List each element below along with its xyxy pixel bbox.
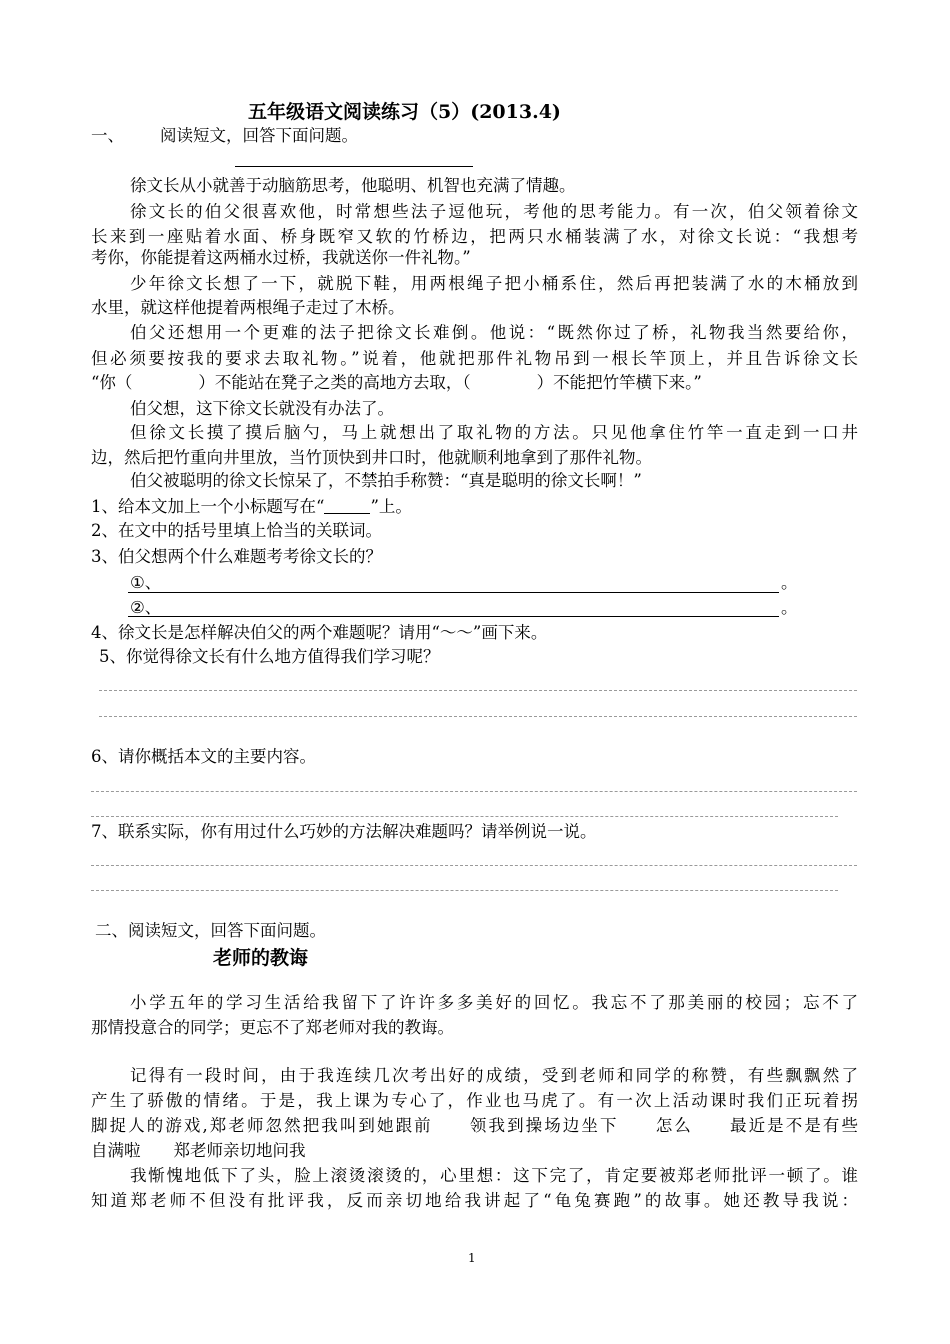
question-7: 7、联系实际，你有用过什么巧妙的方法解决难题吗？请举例说一说。 xyxy=(91,822,597,841)
passage1-paragraph: 但徐文长摸了摸后脑勺，马上就想出了取礼物的方法。只见他拿住竹竿一直走到一口井 xyxy=(130,423,858,442)
passage1-paragraph: 徐文长从小就善于动脑筋思考，他聪明、机智也充满了情趣。 xyxy=(130,176,576,195)
passage2-line: 脚捉人的游戏,郑老师忽然把我叫到她跟前 领我到操场边坐下 怎么 最近是不是有些 xyxy=(91,1116,858,1135)
answer-5-line[interactable] xyxy=(99,690,857,691)
passage2-paragraph: 记得有一段时间，由于我连续几次考出好的成绩，受到老师和同学的称赞，有些飘飘然了 xyxy=(130,1066,858,1085)
answer-3-1-line[interactable] xyxy=(128,592,779,593)
question-6: 6、请你概括本文的主要内容。 xyxy=(91,747,316,766)
title-blank[interactable] xyxy=(324,499,370,514)
answer-6-line[interactable] xyxy=(91,816,838,817)
passage2-line: 产生了骄傲的情绪。于是，我上课为专心了，作业也马虎了。有一次上活动课时我们正玩着拐 xyxy=(91,1091,858,1110)
passage2-paragraph: 小学五年的学习生活给我留下了许许多多美好的回忆。我忘不了那美丽的校园；忘不了 xyxy=(130,993,858,1012)
subtitle-blank-line xyxy=(235,166,473,167)
section2-heading: 二、阅读短文，回答下面问题。 xyxy=(95,921,326,940)
passage1-paragraph: 伯父想，这下徐文长就没有办法了。 xyxy=(130,399,394,418)
passage2-line: 那情投意合的同学；更忘不了郑老师对我的教诲。 xyxy=(91,1018,454,1037)
passage1-line: 长来到一座贴着水面、桥身既窄又软的竹桥边，把两只水桶装满了水，对徐文长说：“我想考 xyxy=(91,227,858,246)
passage2-paragraph: 我惭愧地低下了头，脸上滚烫滚烫的，心里想：这下完了，肯定要被郑老师批评一顿了。谁 xyxy=(130,1166,858,1185)
page-title: 五年级语文阅读练习（5）(2013.4) xyxy=(248,101,561,123)
answer-3-1-label: ①、 xyxy=(130,573,162,592)
passage2-line: 知道郑老师不但没有批评我，反而亲切地给我讲起了“龟兔赛跑”的故事。她还教导我说： xyxy=(91,1191,858,1210)
question-1: 1、给本文加上一个小标题写在“ ”上。 xyxy=(91,497,412,516)
passage2-title: 老师的教诲 xyxy=(213,947,309,969)
passage2-line: 自满啦 郑老师亲切地问我 xyxy=(91,1141,306,1160)
question-2: 2、在文中的括号里填上恰当的关联词。 xyxy=(91,521,382,540)
answer-3-1-period: 。 xyxy=(781,573,798,592)
answer-3-2-period: 。 xyxy=(781,598,798,617)
answer-3-2-line[interactable] xyxy=(128,616,779,617)
section1-heading: 阅读短文，回答下面问题。 xyxy=(160,126,358,145)
section1-number: 一、 xyxy=(91,126,124,145)
question-5: 5、你觉得徐文长有什么地方值得我们学习呢？ xyxy=(99,647,440,666)
passage1-paragraph: 徐文长的伯父很喜欢他，时常想些法子逗他玩，考他的思考能力。有一次，伯父领着徐文 xyxy=(130,202,858,221)
passage1-line: 水里，就这样他提着两根绳子走过了木桥。 xyxy=(91,298,405,317)
passage1-paragraph: 少年徐文长想了一下，就脱下鞋，用两根绳子把小桶系住，然后再把装满了水的木桶放到 xyxy=(130,274,858,293)
answer-3-2-label: ②、 xyxy=(130,598,162,617)
passage1-line: 但必须要按我的要求去取礼物。”说着，他就把那件礼物吊到一根长竿顶上，并且告诉徐文长 xyxy=(91,349,858,368)
passage1-line: 边，然后把竹重向井里放，当竹顶快到井口时，他就顺利地拿到了那件礼物。 xyxy=(91,448,652,467)
passage1-line: 考你，你能提着这两桶水过桥，我就送你一件礼物。” xyxy=(91,248,471,267)
answer-7-line[interactable] xyxy=(91,890,838,891)
passage1-fill-in-line: “你（ ）不能站在凳子之类的高地方去取，（ ）不能把竹竿横下来。” xyxy=(91,373,702,392)
answer-5-line[interactable] xyxy=(99,716,857,717)
passage1-paragraph: 伯父被聪明的徐文长惊呆了，不禁拍手称赞：“真是聪明的徐文长啊！” xyxy=(130,471,642,490)
passage1-paragraph: 伯父还想用一个更难的法子把徐文长难倒。他说：“既然你过了桥，礼物我当然要给你， xyxy=(130,323,858,342)
answer-7-line[interactable] xyxy=(91,865,857,866)
answer-6-line[interactable] xyxy=(91,791,857,792)
question-4: 4、徐文长是怎样解决伯父的两个难题呢？请用“～～”画下来。 xyxy=(91,623,548,642)
page-number: 1 xyxy=(468,1251,476,1265)
question-3: 3、伯父想两个什么难题考考徐文长的？ xyxy=(91,547,382,566)
